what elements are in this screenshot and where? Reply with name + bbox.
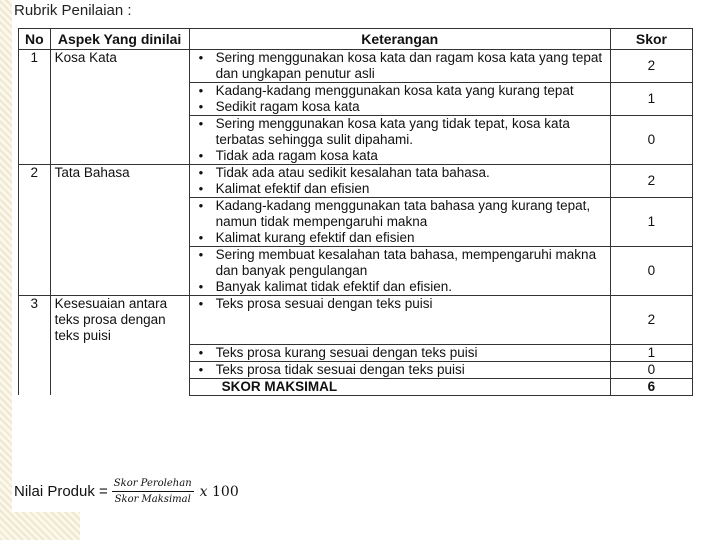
keterangan-cell [189, 344, 610, 361]
row-number [19, 361, 51, 378]
row-number: 1 [19, 50, 51, 83]
skor-cell: 2 [610, 296, 692, 345]
skor-cell: 1 [610, 83, 692, 116]
table-row [19, 50, 693, 83]
total-skor: 6 [610, 378, 692, 395]
formula-multiplier [200, 484, 239, 500]
total-row [19, 378, 693, 395]
formula [14, 478, 239, 505]
aspek-cell [50, 378, 189, 395]
criteria-list [194, 50, 606, 82]
header-no: No [19, 29, 51, 50]
criteria-list [194, 296, 606, 312]
aspek-cell [50, 83, 189, 116]
table-row [19, 83, 693, 116]
criteria-item: • Teks prosa sesuai dengan teks puisi [216, 296, 606, 312]
aspek-cell [50, 116, 189, 165]
aspek-cell [50, 361, 189, 378]
criteria-list [194, 345, 606, 361]
rubric-title: Rubrik Penilaian : [14, 2, 132, 19]
criteria-item: • Banyak kalimat tidak efektif dan efisien. [216, 279, 606, 295]
table-row [19, 296, 693, 345]
skor-cell: 1 [610, 198, 692, 247]
criteria-item: • Tidak ada atau sedikit kesalahan tata bahasa. [216, 165, 606, 181]
aspek-cell [50, 344, 189, 361]
decorative-left-strip [0, 0, 12, 540]
aspek-cell: Kosa Kata [50, 50, 189, 83]
formula-label: Nilai Produk = [14, 483, 108, 500]
table-row [19, 165, 693, 198]
skor-cell: 1 [610, 344, 692, 361]
criteria-item: • Kadang-kadang menggunakan kosa kata yang kurang tepat [216, 83, 606, 99]
criteria-item: • Sedikit ragam kosa kata [216, 99, 606, 115]
criteria-list [194, 116, 606, 164]
criteria-item: • Sering membuat kesalahan tata bahasa, mempengaruhi makna dan banyak pengulangan [216, 247, 606, 279]
criteria-list [194, 198, 606, 246]
skor-cell: 0 [610, 116, 692, 165]
row-number [19, 83, 51, 116]
header-skor: Skor [610, 29, 692, 50]
row-number [19, 116, 51, 165]
table-row [19, 198, 693, 247]
row-number [19, 198, 51, 247]
decorative-bottom-strip [0, 512, 80, 540]
row-number: 3 [19, 296, 51, 345]
keterangan-cell [189, 116, 610, 165]
table-header-row [19, 29, 693, 50]
row-number [19, 344, 51, 361]
keterangan-cell [189, 83, 610, 116]
table-row [19, 344, 693, 361]
aspek-cell [50, 247, 189, 296]
keterangan-cell [189, 296, 610, 345]
aspek-cell [50, 198, 189, 247]
formula-factor: 100 [212, 483, 239, 500]
rubric-body [19, 50, 693, 396]
criteria-list [194, 362, 606, 378]
total-label: SKOR MAKSIMAL [189, 378, 610, 395]
skor-cell: 0 [610, 361, 692, 378]
header-keterangan: Keterangan [189, 29, 610, 50]
criteria-item: • Kalimat efektif dan efisien [216, 181, 606, 197]
skor-cell: 2 [610, 165, 692, 198]
table-row [19, 247, 693, 296]
skor-cell: 2 [610, 50, 692, 83]
formula-denominator: Skor Maksimal [114, 494, 191, 505]
criteria-item: • Sering menggunakan kosa kata dan ragam kosa kata yang tepat dan ungkapan penutur asli [216, 50, 606, 82]
aspek-cell: Tata Bahasa [50, 165, 189, 198]
criteria-item: • Kadang-kadang menggunakan tata bahasa yang kurang tepat, namun tidak mempengaruhi makna [216, 198, 606, 230]
table-row [19, 116, 693, 165]
keterangan-cell [189, 247, 610, 296]
aspek-cell: Kesesuaian antara teks prosa dengan teks puisi [50, 296, 189, 345]
criteria-list [194, 83, 606, 115]
keterangan-cell [189, 198, 610, 247]
criteria-item: • Teks prosa kurang sesuai dengan teks puisi [216, 345, 606, 361]
criteria-item: • Sering menggunakan kosa kata yang tidak tepat, kosa kata terbatas sehingga sulit dipahami. [216, 116, 606, 148]
criteria-item: • Kalimat kurang efektif dan efisien [216, 230, 606, 246]
formula-numerator: Skor Perolehan [112, 478, 194, 492]
keterangan-cell [189, 50, 610, 83]
row-number: 2 [19, 165, 51, 198]
row-number [19, 247, 51, 296]
rubric-table [18, 28, 693, 396]
criteria-item: • Tidak ada ragam kosa kata [216, 148, 606, 164]
keterangan-cell [189, 165, 610, 198]
keterangan-cell [189, 361, 610, 378]
criteria-list [194, 247, 606, 295]
formula-x: x [199, 483, 208, 500]
header-aspek: Aspek Yang dinilai [50, 29, 189, 50]
skor-cell: 0 [610, 247, 692, 296]
table-row [19, 361, 693, 378]
criteria-item: • Teks prosa tidak sesuai dengan teks puisi [216, 362, 606, 378]
row-number [19, 378, 51, 395]
formula-fraction [112, 478, 194, 505]
criteria-list [194, 165, 606, 197]
